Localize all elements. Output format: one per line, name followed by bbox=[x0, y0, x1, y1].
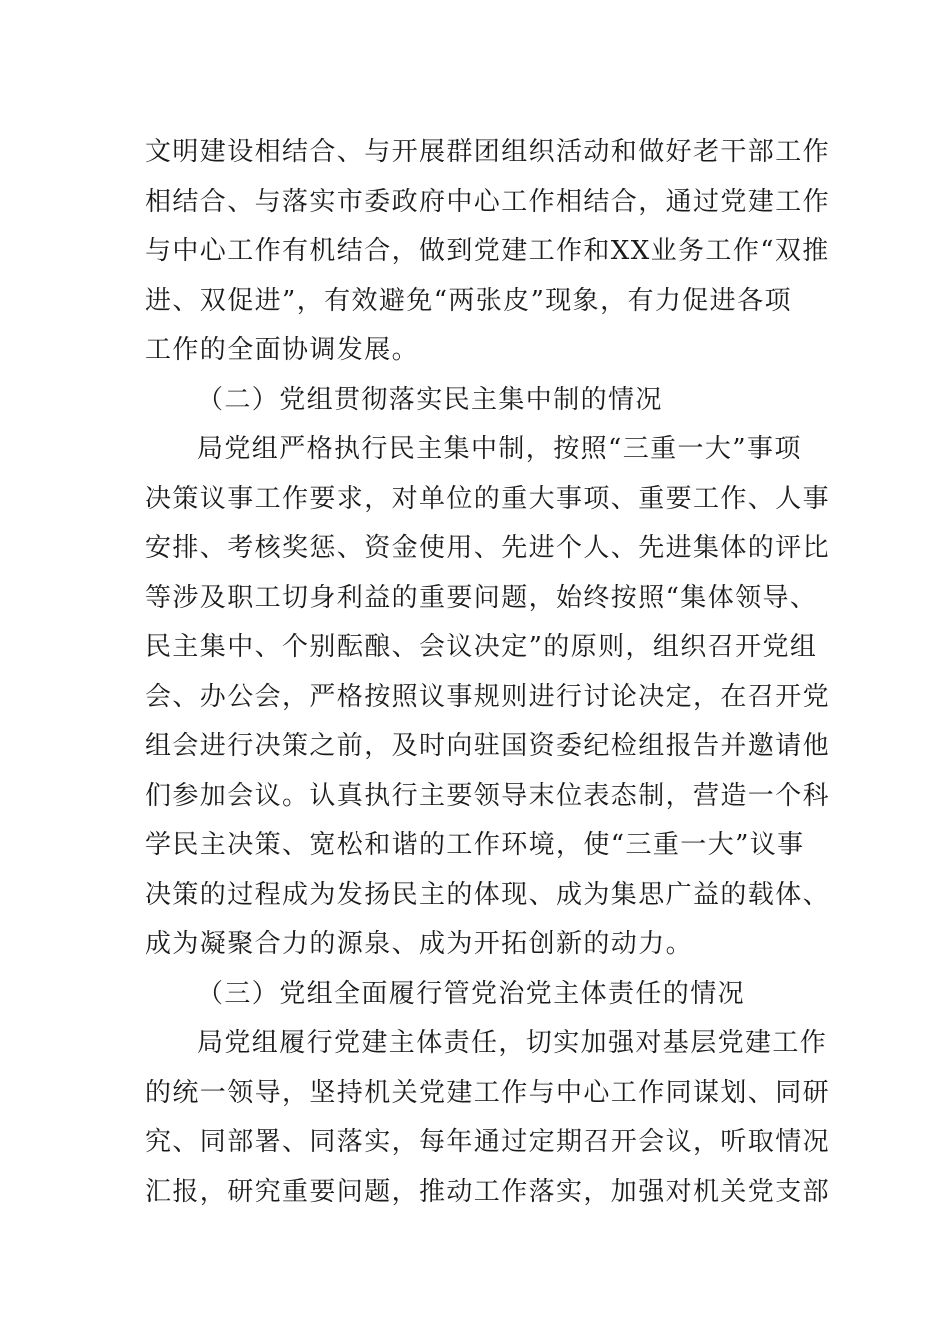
paragraph-line: 会、办公会，严格按照议事规则进行讨论决定，在召开党 bbox=[145, 682, 831, 712]
paragraph-line: 学民主决策、宽松和谐的工作环境，使“三重一大”议事 bbox=[145, 830, 805, 860]
paragraph-line: 汇报，研究重要问题，推动工作落实，加强对机关党支部 bbox=[145, 1177, 831, 1207]
paragraph-line: 的统一领导，坚持机关党建工作与中心工作同谋划、同研 bbox=[145, 1078, 831, 1108]
paragraph-line: 文明建设相结合、与开展群团组织活动和做好老干部工作 bbox=[145, 137, 831, 167]
paragraph-line: 组会进行决策之前，及时向驻国资委纪检组报告并邀请他 bbox=[145, 731, 831, 761]
paragraph-line: 们参加会议。认真执行主要领导末位表态制，营造一个科 bbox=[145, 781, 831, 811]
paragraph-line: 局党组履行党建主体责任，切实加强对基层党建工作 bbox=[197, 1028, 828, 1058]
paragraph-line: 安排、考核奖惩、资金使用、先进个人、先进集体的评比 bbox=[145, 533, 831, 563]
section-heading-2: （二）党组贯彻落实民主集中制的情况 bbox=[197, 385, 663, 415]
paragraph-line: 相结合、与落实市委政府中心工作相结合，通过党建工作 bbox=[145, 187, 831, 217]
paragraph-line: 究、同部署、同落实，每年通过定期召开会议，听取情况 bbox=[145, 1127, 831, 1157]
paragraph-line: 局党组严格执行民主集中制，按照“三重一大”事项 bbox=[197, 434, 802, 464]
paragraph-line: 成为凝聚合力的源泉、成为开拓创新的动力。 bbox=[145, 929, 694, 959]
paragraph-line: 工作的全面协调发展。 bbox=[145, 335, 420, 365]
section-heading-3: （三）党组全面履行管党治党主体责任的情况 bbox=[197, 979, 746, 1009]
paragraph-line: 与中心工作有机结合，做到党建工作和XX业务工作“双推 bbox=[145, 236, 830, 266]
paragraph-line: 等涉及职工切身利益的重要问题，始终按照“集体领导、 bbox=[145, 583, 818, 613]
paragraph-line: 决策议事工作要求，对单位的重大事项、重要工作、人事 bbox=[145, 484, 831, 514]
paragraph-line: 进、双促进”，有效避免“两张皮”现象，有力促进各项 bbox=[145, 286, 792, 316]
paragraph-line: 决策的过程成为发扬民主的体现、成为集思广益的载体、 bbox=[145, 880, 831, 910]
paragraph-line: 民主集中、个别酝酿、会议决定”的原则，组织召开党组 bbox=[145, 632, 818, 662]
